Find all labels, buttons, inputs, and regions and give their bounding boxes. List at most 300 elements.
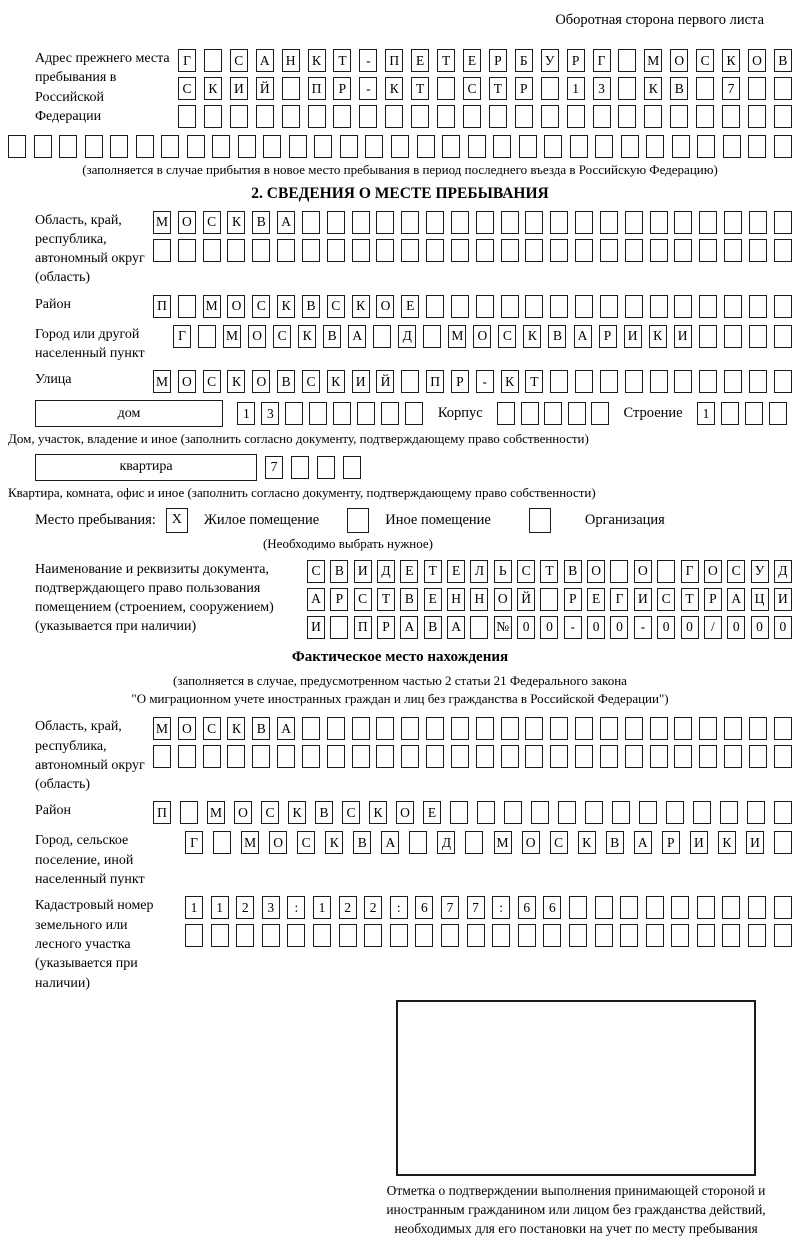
char-box[interactable] xyxy=(213,831,231,854)
char-box[interactable] xyxy=(492,924,510,947)
char-box[interactable]: 0 xyxy=(587,616,605,639)
char-box[interactable] xyxy=(774,370,792,393)
char-box[interactable] xyxy=(639,801,657,824)
char-box[interactable]: М xyxy=(223,325,241,348)
char-box[interactable]: В xyxy=(670,77,688,100)
char-box[interactable]: В xyxy=(330,560,348,583)
char-box[interactable]: И xyxy=(746,831,764,854)
char-box[interactable] xyxy=(376,239,394,262)
char-box[interactable]: 6 xyxy=(518,896,536,919)
char-box[interactable]: К xyxy=(722,49,740,72)
char-box[interactable] xyxy=(724,295,742,318)
char-box[interactable]: Р xyxy=(515,77,533,100)
char-box[interactable]: О xyxy=(234,801,252,824)
char-box[interactable]: С xyxy=(354,588,372,611)
char-box[interactable] xyxy=(699,717,717,740)
char-box[interactable]: 0 xyxy=(517,616,535,639)
char-box[interactable] xyxy=(477,801,495,824)
char-box[interactable] xyxy=(724,717,742,740)
char-box[interactable] xyxy=(693,801,711,824)
char-box[interactable] xyxy=(470,616,488,639)
char-box[interactable] xyxy=(774,239,792,262)
char-box[interactable] xyxy=(575,717,593,740)
char-box[interactable]: Е xyxy=(401,295,419,318)
char-box[interactable] xyxy=(450,801,468,824)
char-box[interactable] xyxy=(625,211,643,234)
char-box[interactable]: И xyxy=(352,370,370,393)
char-box[interactable] xyxy=(185,924,203,947)
char-box[interactable]: Р xyxy=(451,370,469,393)
char-box[interactable] xyxy=(600,745,618,768)
char-box[interactable]: О xyxy=(473,325,491,348)
char-box[interactable] xyxy=(696,77,714,100)
char-box[interactable]: В xyxy=(353,831,371,854)
char-box[interactable] xyxy=(600,211,618,234)
char-box[interactable]: О xyxy=(248,325,266,348)
char-box[interactable] xyxy=(774,135,792,158)
char-box[interactable] xyxy=(352,239,370,262)
char-box[interactable]: - xyxy=(359,49,377,72)
char-box[interactable] xyxy=(468,135,486,158)
char-box[interactable] xyxy=(161,135,179,158)
char-box[interactable] xyxy=(674,295,692,318)
char-box[interactable] xyxy=(352,745,370,768)
char-box[interactable]: В xyxy=(424,616,442,639)
char-box[interactable] xyxy=(252,745,270,768)
char-box[interactable] xyxy=(178,745,196,768)
char-box[interactable] xyxy=(212,135,230,158)
char-box[interactable]: 3 xyxy=(261,402,279,425)
fact-city-row[interactable] xyxy=(185,831,792,854)
char-box[interactable] xyxy=(204,105,222,128)
char-box[interactable] xyxy=(600,717,618,740)
char-box[interactable]: 7 xyxy=(467,896,485,919)
char-box[interactable]: / xyxy=(704,616,722,639)
char-box[interactable]: В xyxy=(315,801,333,824)
char-box[interactable]: И xyxy=(674,325,692,348)
char-box[interactable] xyxy=(153,239,171,262)
char-box[interactable]: К xyxy=(352,295,370,318)
char-box[interactable] xyxy=(618,105,636,128)
char-box[interactable] xyxy=(525,239,543,262)
char-box[interactable] xyxy=(313,924,331,947)
char-box[interactable] xyxy=(650,239,668,262)
char-box[interactable] xyxy=(531,801,549,824)
char-box[interactable]: О xyxy=(376,295,394,318)
region-row-2[interactable] xyxy=(153,239,792,262)
char-box[interactable] xyxy=(567,105,585,128)
char-box[interactable] xyxy=(646,924,664,947)
prev-address-row-3[interactable] xyxy=(178,105,792,128)
char-box[interactable]: Т xyxy=(377,588,395,611)
char-box[interactable] xyxy=(525,295,543,318)
char-box[interactable] xyxy=(8,135,26,158)
char-box[interactable]: 0 xyxy=(751,616,769,639)
char-box[interactable]: 3 xyxy=(593,77,611,100)
char-box[interactable] xyxy=(550,295,568,318)
stay-option-organization-checkbox[interactable] xyxy=(529,508,551,533)
char-box[interactable]: Р xyxy=(564,588,582,611)
stroenie-boxes[interactable] xyxy=(697,402,787,425)
char-box[interactable] xyxy=(749,370,767,393)
char-box[interactable] xyxy=(385,105,403,128)
street-row[interactable] xyxy=(153,370,792,393)
char-box[interactable]: Р xyxy=(489,49,507,72)
char-box[interactable] xyxy=(302,717,320,740)
char-box[interactable] xyxy=(227,239,245,262)
char-box[interactable]: С xyxy=(230,49,248,72)
confirmation-mark-box[interactable] xyxy=(396,1000,756,1176)
char-box[interactable] xyxy=(591,402,609,425)
char-box[interactable]: 7 xyxy=(722,77,740,100)
char-box[interactable] xyxy=(550,717,568,740)
char-box[interactable] xyxy=(426,717,444,740)
char-box[interactable]: К xyxy=(277,295,295,318)
char-box[interactable] xyxy=(525,211,543,234)
char-box[interactable]: : xyxy=(390,896,408,919)
char-box[interactable]: Е xyxy=(463,49,481,72)
char-box[interactable]: У xyxy=(751,560,769,583)
char-box[interactable]: Д xyxy=(398,325,416,348)
char-box[interactable] xyxy=(749,211,767,234)
char-box[interactable] xyxy=(600,370,618,393)
char-box[interactable]: Г xyxy=(185,831,203,854)
char-box[interactable]: С xyxy=(203,211,221,234)
char-box[interactable] xyxy=(263,135,281,158)
char-box[interactable] xyxy=(774,295,792,318)
char-box[interactable] xyxy=(550,211,568,234)
char-box[interactable] xyxy=(674,239,692,262)
char-box[interactable] xyxy=(612,801,630,824)
char-box[interactable]: О xyxy=(522,831,540,854)
char-box[interactable]: Р xyxy=(377,616,395,639)
char-box[interactable]: Й xyxy=(517,588,535,611)
char-box[interactable]: Т xyxy=(540,560,558,583)
char-box[interactable]: О xyxy=(670,49,688,72)
char-box[interactable]: В xyxy=(302,295,320,318)
char-box[interactable]: Г xyxy=(681,560,699,583)
char-box[interactable] xyxy=(749,717,767,740)
char-box[interactable] xyxy=(575,370,593,393)
char-box[interactable]: О xyxy=(748,49,766,72)
char-box[interactable] xyxy=(618,49,636,72)
char-box[interactable] xyxy=(769,402,787,425)
char-box[interactable] xyxy=(357,402,375,425)
char-box[interactable] xyxy=(745,402,763,425)
char-box[interactable] xyxy=(646,896,664,919)
char-box[interactable]: А xyxy=(277,717,295,740)
char-box[interactable]: А xyxy=(400,616,418,639)
char-box[interactable]: С xyxy=(463,77,481,100)
char-box[interactable] xyxy=(437,77,455,100)
char-box[interactable] xyxy=(352,211,370,234)
char-box[interactable]: И xyxy=(307,616,325,639)
char-box[interactable]: 7 xyxy=(265,456,283,479)
char-box[interactable] xyxy=(501,211,519,234)
char-box[interactable] xyxy=(136,135,154,158)
char-box[interactable] xyxy=(625,239,643,262)
fact-region-row-2[interactable] xyxy=(153,745,792,768)
char-box[interactable] xyxy=(497,402,515,425)
char-box[interactable]: В xyxy=(564,560,582,583)
char-box[interactable] xyxy=(558,801,576,824)
char-box[interactable]: С xyxy=(252,295,270,318)
char-box[interactable]: С xyxy=(203,717,221,740)
char-box[interactable] xyxy=(674,370,692,393)
char-box[interactable] xyxy=(550,745,568,768)
char-box[interactable] xyxy=(747,801,765,824)
char-box[interactable]: К xyxy=(718,831,736,854)
char-box[interactable]: А xyxy=(256,49,274,72)
char-box[interactable]: № xyxy=(494,616,512,639)
char-box[interactable]: Д xyxy=(437,831,455,854)
char-box[interactable]: У xyxy=(541,49,559,72)
korpus-boxes[interactable] xyxy=(497,402,609,425)
char-box[interactable] xyxy=(697,924,715,947)
char-box[interactable] xyxy=(364,924,382,947)
char-box[interactable]: Л xyxy=(470,560,488,583)
char-box[interactable]: П xyxy=(385,49,403,72)
char-box[interactable] xyxy=(724,211,742,234)
char-box[interactable] xyxy=(550,370,568,393)
char-box[interactable] xyxy=(391,135,409,158)
char-box[interactable] xyxy=(544,135,562,158)
char-box[interactable] xyxy=(59,135,77,158)
char-box[interactable]: С xyxy=(297,831,315,854)
char-box[interactable] xyxy=(451,717,469,740)
fact-region-row-1[interactable] xyxy=(153,717,792,740)
char-box[interactable] xyxy=(699,370,717,393)
char-box[interactable] xyxy=(401,717,419,740)
char-box[interactable] xyxy=(411,105,429,128)
char-box[interactable]: - xyxy=(476,370,494,393)
char-box[interactable]: 1 xyxy=(237,402,255,425)
char-box[interactable] xyxy=(230,105,248,128)
char-box[interactable] xyxy=(699,295,717,318)
char-box[interactable]: О xyxy=(396,801,414,824)
char-box[interactable] xyxy=(187,135,205,158)
char-box[interactable]: Т xyxy=(489,77,507,100)
char-box[interactable] xyxy=(317,456,335,479)
char-box[interactable]: Т xyxy=(525,370,543,393)
char-box[interactable] xyxy=(674,211,692,234)
char-box[interactable]: П xyxy=(153,295,171,318)
char-box[interactable]: Й xyxy=(376,370,394,393)
char-box[interactable] xyxy=(465,831,483,854)
char-box[interactable] xyxy=(644,105,662,128)
char-box[interactable] xyxy=(415,924,433,947)
char-box[interactable] xyxy=(308,105,326,128)
char-box[interactable] xyxy=(441,924,459,947)
char-box[interactable]: О xyxy=(178,370,196,393)
char-box[interactable] xyxy=(451,745,469,768)
char-box[interactable]: 0 xyxy=(774,616,792,639)
char-box[interactable] xyxy=(467,924,485,947)
char-box[interactable] xyxy=(282,105,300,128)
char-box[interactable]: Е xyxy=(411,49,429,72)
char-box[interactable] xyxy=(657,560,675,583)
char-box[interactable] xyxy=(650,745,668,768)
char-box[interactable] xyxy=(476,211,494,234)
apartment-number-boxes[interactable] xyxy=(265,456,361,479)
cadastre-row-1[interactable] xyxy=(185,896,792,919)
char-box[interactable]: М xyxy=(203,295,221,318)
char-box[interactable]: К xyxy=(385,77,403,100)
char-box[interactable] xyxy=(302,745,320,768)
char-box[interactable] xyxy=(595,135,613,158)
char-box[interactable]: И xyxy=(690,831,708,854)
char-box[interactable] xyxy=(774,77,792,100)
char-box[interactable] xyxy=(437,105,455,128)
char-box[interactable] xyxy=(774,831,792,854)
char-box[interactable] xyxy=(178,239,196,262)
char-box[interactable] xyxy=(34,135,52,158)
char-box[interactable]: Т xyxy=(681,588,699,611)
char-box[interactable] xyxy=(723,135,741,158)
char-box[interactable] xyxy=(376,745,394,768)
char-box[interactable] xyxy=(671,896,689,919)
char-box[interactable]: Г xyxy=(178,49,196,72)
document-row-1[interactable] xyxy=(307,560,792,583)
char-box[interactable] xyxy=(618,77,636,100)
char-box[interactable] xyxy=(277,745,295,768)
char-box[interactable]: О xyxy=(704,560,722,583)
char-box[interactable]: А xyxy=(381,831,399,854)
char-box[interactable] xyxy=(504,801,522,824)
char-box[interactable] xyxy=(285,402,303,425)
char-box[interactable] xyxy=(699,211,717,234)
char-box[interactable]: 6 xyxy=(415,896,433,919)
char-box[interactable] xyxy=(85,135,103,158)
char-box[interactable]: А xyxy=(727,588,745,611)
char-box[interactable] xyxy=(203,745,221,768)
char-box[interactable] xyxy=(569,896,587,919)
char-box[interactable] xyxy=(722,105,740,128)
char-box[interactable] xyxy=(327,717,345,740)
char-box[interactable] xyxy=(178,105,196,128)
char-box[interactable] xyxy=(749,325,767,348)
char-box[interactable] xyxy=(722,924,740,947)
char-box[interactable] xyxy=(409,831,427,854)
char-box[interactable]: И xyxy=(774,588,792,611)
char-box[interactable]: С xyxy=(261,801,279,824)
char-box[interactable]: Т xyxy=(437,49,455,72)
char-box[interactable]: Н xyxy=(282,49,300,72)
char-box[interactable]: Т xyxy=(411,77,429,100)
char-box[interactable] xyxy=(339,924,357,947)
char-box[interactable] xyxy=(625,717,643,740)
char-box[interactable]: Е xyxy=(447,560,465,583)
char-box[interactable]: О xyxy=(587,560,605,583)
char-box[interactable] xyxy=(748,135,766,158)
char-box[interactable] xyxy=(541,77,559,100)
char-box[interactable]: М xyxy=(448,325,466,348)
char-box[interactable] xyxy=(518,924,536,947)
char-box[interactable]: М xyxy=(207,801,225,824)
char-box[interactable]: М xyxy=(241,831,259,854)
char-box[interactable]: В xyxy=(774,49,792,72)
char-box[interactable]: С xyxy=(327,295,345,318)
char-box[interactable] xyxy=(774,924,792,947)
char-box[interactable] xyxy=(697,896,715,919)
char-box[interactable] xyxy=(749,745,767,768)
char-box[interactable] xyxy=(544,402,562,425)
char-box[interactable]: Н xyxy=(447,588,465,611)
char-box[interactable]: С xyxy=(273,325,291,348)
stay-option-other-checkbox[interactable] xyxy=(347,508,369,533)
cadastre-row-2[interactable] xyxy=(185,924,792,947)
char-box[interactable]: С xyxy=(517,560,535,583)
char-box[interactable] xyxy=(327,211,345,234)
char-box[interactable]: К xyxy=(523,325,541,348)
char-box[interactable]: О xyxy=(178,717,196,740)
char-box[interactable]: К xyxy=(327,370,345,393)
char-box[interactable]: Е xyxy=(400,560,418,583)
char-box[interactable] xyxy=(476,295,494,318)
char-box[interactable] xyxy=(289,135,307,158)
char-box[interactable] xyxy=(302,239,320,262)
char-box[interactable]: В xyxy=(606,831,624,854)
char-box[interactable] xyxy=(340,135,358,158)
char-box[interactable] xyxy=(774,105,792,128)
char-box[interactable]: М xyxy=(153,370,171,393)
char-box[interactable]: О xyxy=(227,295,245,318)
document-row-2[interactable] xyxy=(307,588,792,611)
char-box[interactable] xyxy=(569,924,587,947)
char-box[interactable] xyxy=(426,239,444,262)
char-box[interactable]: 2 xyxy=(339,896,357,919)
char-box[interactable] xyxy=(749,295,767,318)
char-box[interactable]: К xyxy=(501,370,519,393)
char-box[interactable] xyxy=(674,745,692,768)
char-box[interactable]: К xyxy=(308,49,326,72)
char-box[interactable]: 3 xyxy=(262,896,280,919)
char-box[interactable] xyxy=(650,717,668,740)
house-number-boxes[interactable] xyxy=(237,402,423,425)
char-box[interactable] xyxy=(352,717,370,740)
char-box[interactable] xyxy=(625,745,643,768)
char-box[interactable]: С xyxy=(203,370,221,393)
char-box[interactable] xyxy=(376,211,394,234)
char-box[interactable]: Р xyxy=(567,49,585,72)
district-row[interactable] xyxy=(153,295,792,318)
char-box[interactable]: Р xyxy=(599,325,617,348)
char-box[interactable] xyxy=(575,211,593,234)
char-box[interactable] xyxy=(525,745,543,768)
char-box[interactable]: О xyxy=(634,560,652,583)
char-box[interactable]: - xyxy=(359,77,377,100)
char-box[interactable] xyxy=(198,325,216,348)
char-box[interactable] xyxy=(521,402,539,425)
char-box[interactable]: 1 xyxy=(211,896,229,919)
char-box[interactable] xyxy=(110,135,128,158)
char-box[interactable]: В xyxy=(548,325,566,348)
char-box[interactable]: Е xyxy=(587,588,605,611)
char-box[interactable]: С xyxy=(550,831,568,854)
char-box[interactable] xyxy=(570,135,588,158)
char-box[interactable]: А xyxy=(574,325,592,348)
char-box[interactable] xyxy=(365,135,383,158)
fact-district-row[interactable] xyxy=(153,801,792,824)
char-box[interactable]: С xyxy=(302,370,320,393)
char-box[interactable] xyxy=(381,402,399,425)
char-box[interactable]: П xyxy=(153,801,171,824)
prev-address-row-2[interactable] xyxy=(178,77,792,100)
char-box[interactable]: К xyxy=(288,801,306,824)
char-box[interactable]: А xyxy=(447,616,465,639)
char-box[interactable]: А xyxy=(348,325,366,348)
char-box[interactable] xyxy=(699,239,717,262)
